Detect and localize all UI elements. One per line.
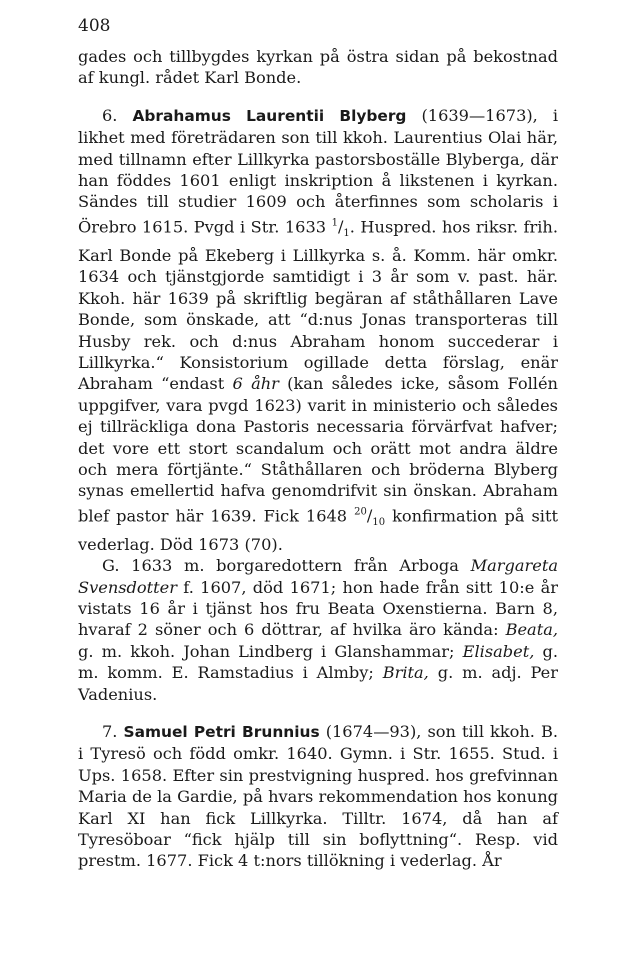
fraction-2-numerator: 20	[354, 506, 367, 518]
fraction-1-denominator: 1	[343, 228, 350, 240]
entry-6-text-part-1: (1639—1673), i likhet med företrädaren son till kkoh. Laurentius Olai här, med tillnamn efter Lillkyrka pastorsboställe Blyberga, där han föddes 1601 enligt inskription å likstenen i kyrkan. Sändes till studier 1609 och återfinnes som scholaris i Örebro 1615. Pvgd i Str. 1633	[78, 105, 559, 237]
marriage-text-4: g. m. komm. E. Ramstadius i Almby;	[78, 641, 559, 683]
intro-paragraph: gades och tillbygdes kyrkan på östra sidan på bekostnad af kungl. rådet Karl Bonde.	[78, 47, 558, 88]
entry-7-name: Samuel Petri Brunnius	[123, 723, 320, 742]
marriage-text-5: g. m. adj. Per Vadenius.	[78, 663, 558, 704]
entry-6-italic-years: 6 åhr	[232, 374, 279, 394]
marriage-text-2: f. 1607, död 1671; hon hade från sitt 10:e år vistats 16 år i tjänst hos fru Beata Oxenstierna. Barn 8, hvaraf 2 söner och 6 döttrar, af hvilka äro kända:	[78, 577, 558, 640]
child-name-beata: Beata,	[505, 620, 558, 640]
child-name-elisabet: Elisabet,	[462, 641, 535, 661]
page-number: 408	[78, 16, 111, 36]
marriage-paragraph	[78, 555, 558, 705]
entry-6-text-part-4: konfirmation på sitt vederlag. Död 1673 (70).	[78, 506, 558, 554]
wife-name: Margareta Svensdotter	[78, 556, 559, 597]
entry-6-text-part-3: (kan således icke, såsom Follén uppgifver, vara pvgd 1623) varit in ministerio och således ej tillräckliga dona Pastoris necessaria förvärfvat hafver; det vore ett stort scandalum och orätt mot andra äldre och mera förtjänte.“ Ståthållaren och bröderna Blyberg synas emellertid hafva genomdrifvit sin önskan. Abraham blef pastor här 1639. Fick 1648	[78, 374, 558, 526]
fraction-1-numerator: 1	[331, 217, 338, 229]
fraction-1: $^1/_1$	[331, 217, 350, 240]
fraction-2: $^{20}/_{10}$	[354, 506, 386, 529]
entry-6-number: 6.	[102, 105, 118, 125]
book-page	[78, 14, 558, 872]
entry-7-number: 7.	[102, 722, 118, 742]
entry-6-text-part-2: . Huspred. hos riksr. frih. Karl Bonde på Ekeberg i Lillkyrka s. å. Komm. här omkr. 1634 och tjänstgjorde samtidigt i 3 år som v. past. här. Kkoh. här 1639 på skriftlig begäran af ståthållaren Lave Bonde, som önskade, att “d:nus Jonas transporteras till Husby rek. och d:nus Abraham honom succederar i Lillkyrka.“ Konsistorium ogillade detta förslag, enär Abraham “endast	[78, 217, 559, 394]
entry-7-text: (1674—93), son till kkoh. B. i Tyresö och född omkr. 1640. Gymn. i Str. 1655. Stud. i Ups. 1658. Efter sin prestvigning huspred. hos grefvinnan Maria de la Gardie, på hvars rekommendation hos konung Karl XI han fick Lillkyrka. Tilltr. 1674, då han af Tyresöboar “fick hjälp till sin boflyttning“. Resp. vid prestm. 1677. Fick 4 t:nors tillökning i vederlag. År	[78, 722, 559, 871]
fraction-2-denominator: 10	[372, 517, 386, 529]
entry-6-paragraph	[78, 105, 558, 555]
child-name-brita: Brita,	[382, 663, 429, 683]
entry-7-paragraph	[78, 721, 558, 872]
entry-6-name: Abrahamus Laurentii Blyberg	[132, 106, 407, 125]
marriage-text-3: g. m. kkoh. Johan Lindberg i Glanshammar;	[78, 641, 455, 661]
marriage-text-1: G. 1633 m. borgaredottern från Arboga	[102, 556, 459, 576]
